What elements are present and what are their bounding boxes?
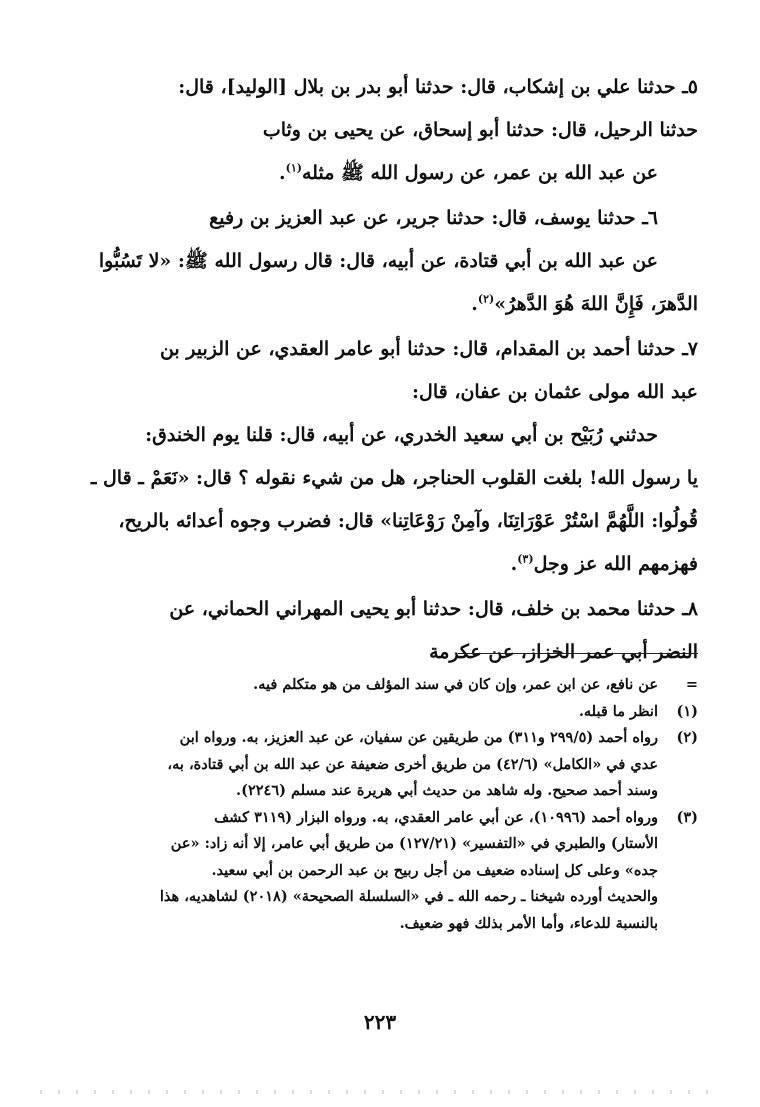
hadith-7-line-1: ٧ـ حدثنا أحمد بن المقدام، قال: حدثنا أبو عامر العقدي، عن الزبير بن — [159, 338, 698, 360]
footnote-1 — [58, 699, 698, 726]
main-text — [58, 66, 698, 674]
footnotes — [58, 672, 698, 937]
hadith-8-line-1: ٨ـ حدثنا محمد بن خلف، قال: حدثنا أبو يحيى المهراني الحماني، عن — [169, 598, 698, 620]
footnote-line: وسند أحمد صحيح. وله شاهد من حديث أبي هريرة عند مسلم (٢٢٤٦). — [236, 782, 658, 799]
footnote-ref-1[interactable]: (١) — [285, 161, 302, 175]
hadith-7-line-6: فهزمهم الله عز وجل$^{(٣)}$. — [510, 552, 698, 575]
footnote-line: رواه أحمد (٢٩٩/٥ و٣١١) من طريقين عن سفيان، عن عبد العزيز، به. ورواه ابن — [179, 729, 658, 746]
footnote-line: والحديث أورده شيخنا ـ رحمه الله ـ في «السلسلة الصحيحة» (٢٠١٨) لشاهديه، هذا — [159, 888, 658, 905]
footnote-line: عدي في «الكامل» (٤٢/٦) من طريق أخرى ضعيفة عن عبد الله بن أبي قتادة، به، — [167, 755, 658, 773]
footnote-2 — [58, 725, 698, 805]
footnote-mark: (١) — [676, 702, 698, 720]
footnote-line: جده» وعلى كل إسناده ضعيف من أجل ربيح بن عبد الرحمن بن أبي سعيد. — [211, 861, 658, 879]
footnote-ref-2[interactable]: (٢) — [477, 292, 495, 306]
scan-noise — [40, 1090, 720, 1094]
footnote-line: الأستار) والطبري في «التفسير» (١٢٧/٢١) من طريق أبي عامر، إلا أنه زاد: «عن — [170, 835, 658, 852]
hadith-7-line-2: عبد الله مولى عثمان بن عفان، قال: — [412, 381, 698, 403]
footnote-mark: (٣) — [676, 808, 698, 826]
hadith-5 — [58, 66, 698, 195]
hadith-8-line-2: النضر أبي عمر الخزاز، عن عكرمة — [429, 641, 698, 663]
hadith-6-line-1: ٦ـ حدثنا يوسف، قال: حدثنا جرير، عن عبد العزيز بن رفيع — [209, 207, 658, 229]
footnote-mark: (٢) — [676, 729, 698, 746]
hadith-6 — [58, 197, 698, 326]
footnote-mark: = — [685, 676, 698, 693]
hadith-7-line-4: يا رسول الله! بلغت القلوب الحناجر، هل من شيء نقوله ؟ قال: «نَعَمْ ـ قال ـ — [90, 467, 698, 489]
footnote-line: بالنسبة للدعاء، وأما الأمر بذلك فهو ضعيف. — [399, 914, 658, 932]
hadith-7-line-5: قُولُوا: اللَّهُمَّ اسْتُرْ عَوْرَاتِنَا، وآمِنْ رَوْعَاتِنا» قال: فضرب وجوه أعدائه بالريح، — [118, 510, 698, 532]
hadith-5-line-2: حدثنا الرحيل، قال: حدثنا أبو إسحاق، عن يحيى بن وثاب — [262, 119, 698, 141]
page-number: ٢٢٣ — [363, 1010, 397, 1034]
footnote-line: ورواه أحمد (١٠٩٩٦)، عن أبي عامر العقدي، به. ورواه البزار (٣١١٩ كشف — [214, 808, 658, 826]
footnote-3 — [58, 805, 698, 938]
hadith-7 — [58, 328, 698, 586]
footnote-continuation — [58, 672, 698, 699]
hadith-6-line-2: عن عبد الله بن أبي قتادة، عن أبيه، قال: قال رسول الله ﷺ: «لا تَسُبُّوا — [98, 250, 658, 272]
footnote-divider — [458, 653, 698, 654]
hadith-7-line-3: حدثني رُبَيْح بن أبي سعيد الخدري، عن أبيه، قال: قلنا يوم الخندق: — [145, 424, 658, 446]
hadith-5-line-3: عن عبد الله بن عمر، عن رسول الله ﷺ مثله$^{(١)}$. — [279, 161, 658, 184]
hadith-8 — [58, 588, 698, 674]
hadith-5-line-1: ٥ـ حدثنا علي بن إشكاب، قال: حدثنا أبو بدر بن بلال [الوليد]، قال: — [178, 76, 698, 98]
footnote-line: انظر ما قبله. — [578, 702, 658, 720]
footnote-line: عن نافع، عن ابن عمر، وإن كان في سند المؤلف من هو متكلم فيه. — [253, 676, 658, 693]
footnote-ref-3[interactable]: (٣) — [517, 552, 534, 566]
hadith-6-line-3: الدَّهرَ، فَإِنَّ اللهَ هُوَ الدَّهرُ»$^{(٢)}$. — [471, 292, 698, 315]
